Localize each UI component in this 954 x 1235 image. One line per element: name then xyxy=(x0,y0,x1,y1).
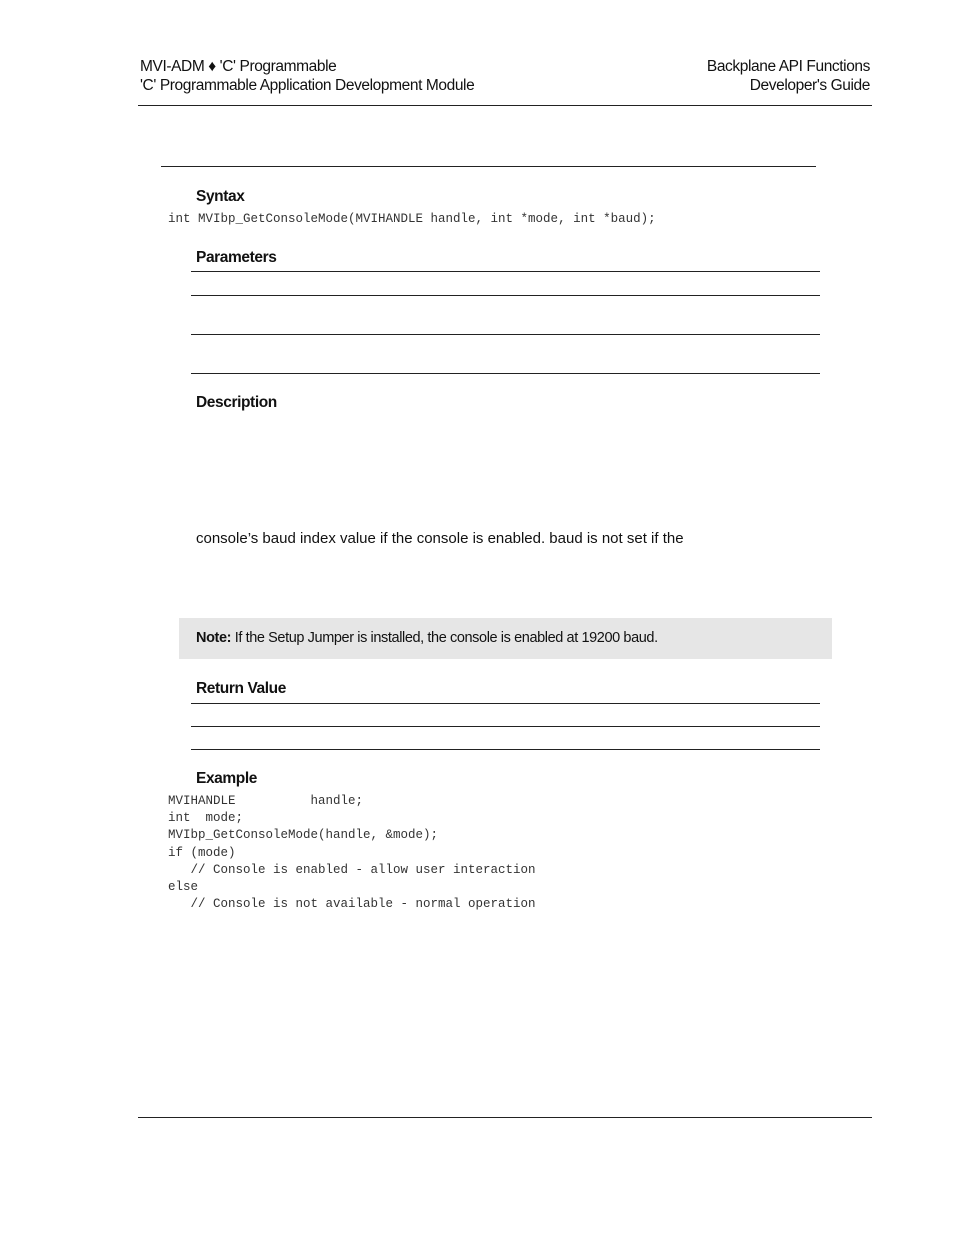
example-code-block xyxy=(168,793,536,913)
parameters-table-rule xyxy=(191,295,820,296)
note-label: Note: xyxy=(196,630,232,646)
syntax-code: int MVIbp_GetConsoleMode(MVIHANDLE handle, int *mode, int *baud); xyxy=(168,212,656,226)
parameters-heading: Parameters xyxy=(196,249,277,266)
note-content xyxy=(196,630,658,646)
code-line: if (mode) xyxy=(168,845,236,860)
return-value-table-rule xyxy=(191,726,820,727)
header-rule xyxy=(138,105,872,106)
header-guide-title: Developer's Guide xyxy=(749,77,870,94)
return-value-table-rule xyxy=(191,749,820,750)
code-line: MVIHANDLE handle; xyxy=(168,794,364,808)
parameters-table-rule xyxy=(191,373,820,374)
footer-rule xyxy=(138,1117,872,1118)
return-value-table-rule xyxy=(191,703,820,704)
parameters-table-rule xyxy=(191,334,820,335)
parameters-table-rule xyxy=(191,271,820,272)
function-title-rule xyxy=(161,166,816,167)
code-line: int mode; xyxy=(168,811,244,826)
syntax-heading: Syntax xyxy=(196,188,245,205)
description-heading: Description xyxy=(196,394,277,411)
note-box xyxy=(179,618,832,659)
header-module-name: MVI-ADM ♦ 'C' Programmable xyxy=(140,58,337,75)
code-line: else xyxy=(168,880,199,895)
code-line: // Console is enabled - allow user interaction xyxy=(168,862,536,877)
return-value-heading: Return Value xyxy=(196,680,286,697)
code-line: MVIbp_GetConsoleMode(handle, &mode); xyxy=(168,828,439,843)
example-heading: Example xyxy=(196,770,257,787)
description-text: console’s baud index value if the console is enabled. baud is not set if the xyxy=(196,530,684,547)
code-line: // Console is not available - normal operation xyxy=(168,897,536,912)
header-section-title: Backplane API Functions xyxy=(706,58,870,75)
note-text: If the Setup Jumper is installed, the console is enabled at 19200 baud. xyxy=(231,630,658,646)
header-module-description: 'C' Programmable Application Development Module xyxy=(140,77,475,94)
